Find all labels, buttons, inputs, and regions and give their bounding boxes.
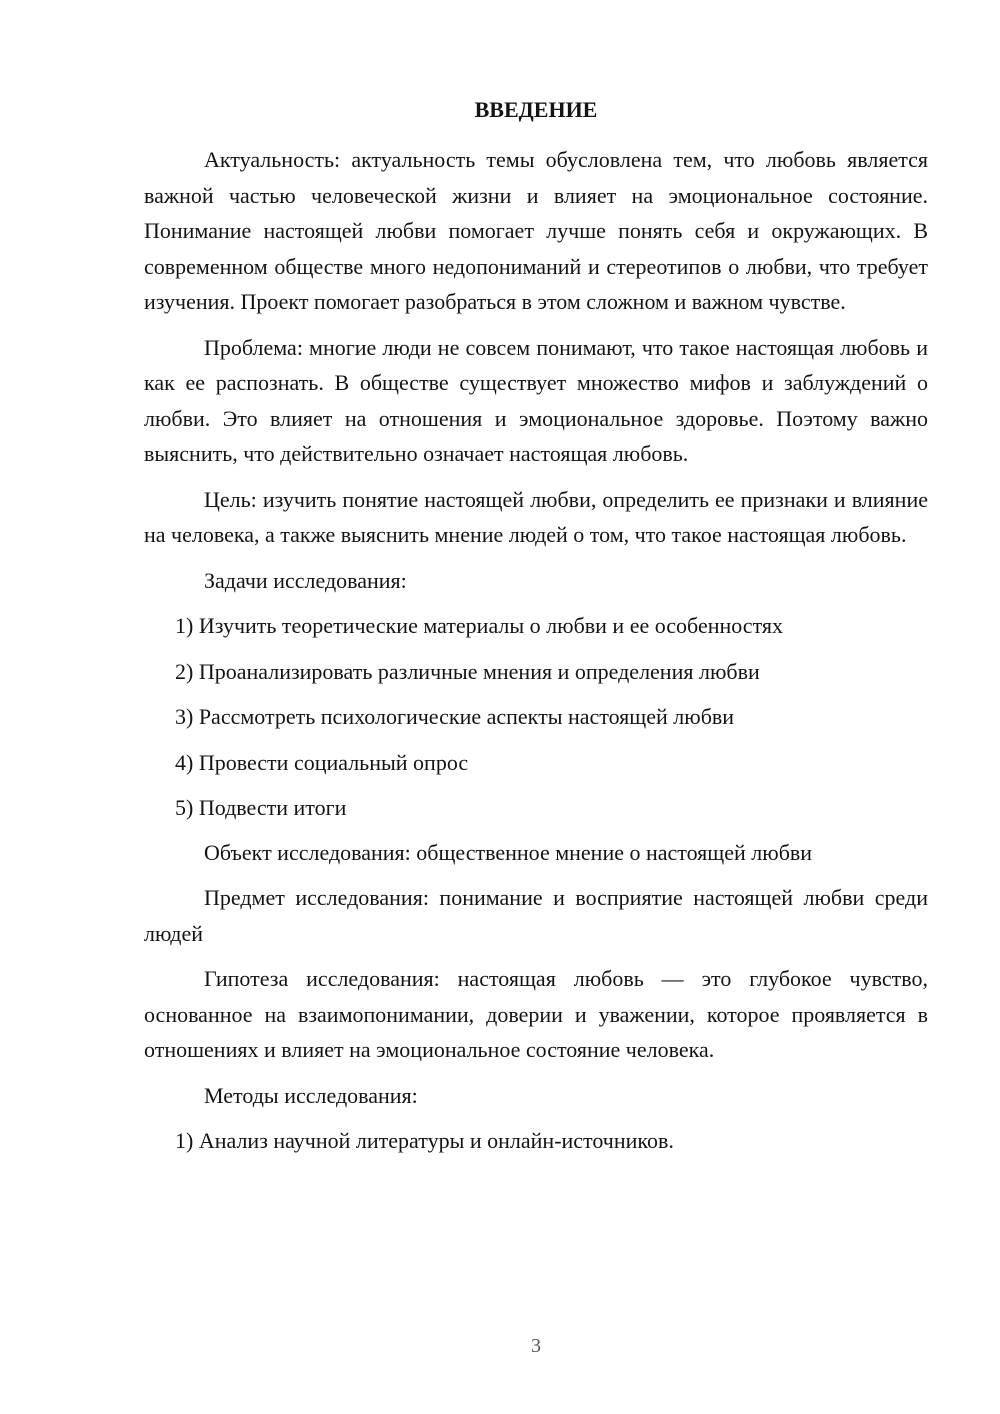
page-number: 3 xyxy=(531,1335,541,1357)
method-item: 1) Анализ научной литературы и онлайн-источников. xyxy=(175,1128,674,1153)
task-item: 3) Рассмотреть психологические аспекты настоящей любви xyxy=(175,704,735,729)
relevance-paragraph: Актуальность: актуальность темы обусловлена тем, что любовь является важной частью человеческой жизни и влияет на эмоциональное состояние. Понимание настоящей любви помогает лучше понять себя и окружающих. В современном обществе много недопониманий и стереотипов о любви, что требует изучения. Проект помогает разобраться в этом сложном и важном чувстве. xyxy=(144,147,928,314)
methods-list xyxy=(144,1123,928,1159)
task-item: 2) Проанализировать различные мнения и определения любви xyxy=(175,658,760,684)
goal-paragraph: Цель: изучить понятие настоящей любви, определить ее признаки и влияние на человека, а также выяснить мнение людей о том, что такое настоящая любовь. xyxy=(144,486,928,547)
task-item: 4) Провести социальный опрос xyxy=(175,749,469,775)
methods-heading: Методы исследования: xyxy=(204,1082,418,1108)
subject-paragraph: Предмет исследования: понимание и восприятие настоящей любви среди людей xyxy=(144,885,928,946)
page-title: ВВЕДЕНИЕ xyxy=(474,97,598,122)
problem-paragraph: Проблема: многие люди не совсем понимают, что такое настоящая любовь и как ее распознать. В обществе существует множество мифов и заблуждений о любви. Это влияет на отношения и эмоциональное здоровье. Поэтому важно выяснить, что действительно означает настоящая любовь. xyxy=(144,334,928,466)
hypothesis-paragraph: Гипотеза исследования: настоящая любовь — это глубокое чувство, основанное на взаимопонимании, доверии и уважении, которое проявляется в отношениях и влияет на эмоциональное состояние человека. xyxy=(144,966,928,1062)
tasks-heading: Задачи исследования: xyxy=(204,567,407,593)
tasks-list xyxy=(144,608,928,826)
object-paragraph: Объект исследования: общественное мнение о настоящей любви xyxy=(204,839,813,865)
task-item: 1) Изучить теоретические материалы о любви и ее особенностях xyxy=(175,613,784,638)
document-body xyxy=(144,142,928,1169)
task-item: 5) Подвести итоги xyxy=(175,795,347,820)
